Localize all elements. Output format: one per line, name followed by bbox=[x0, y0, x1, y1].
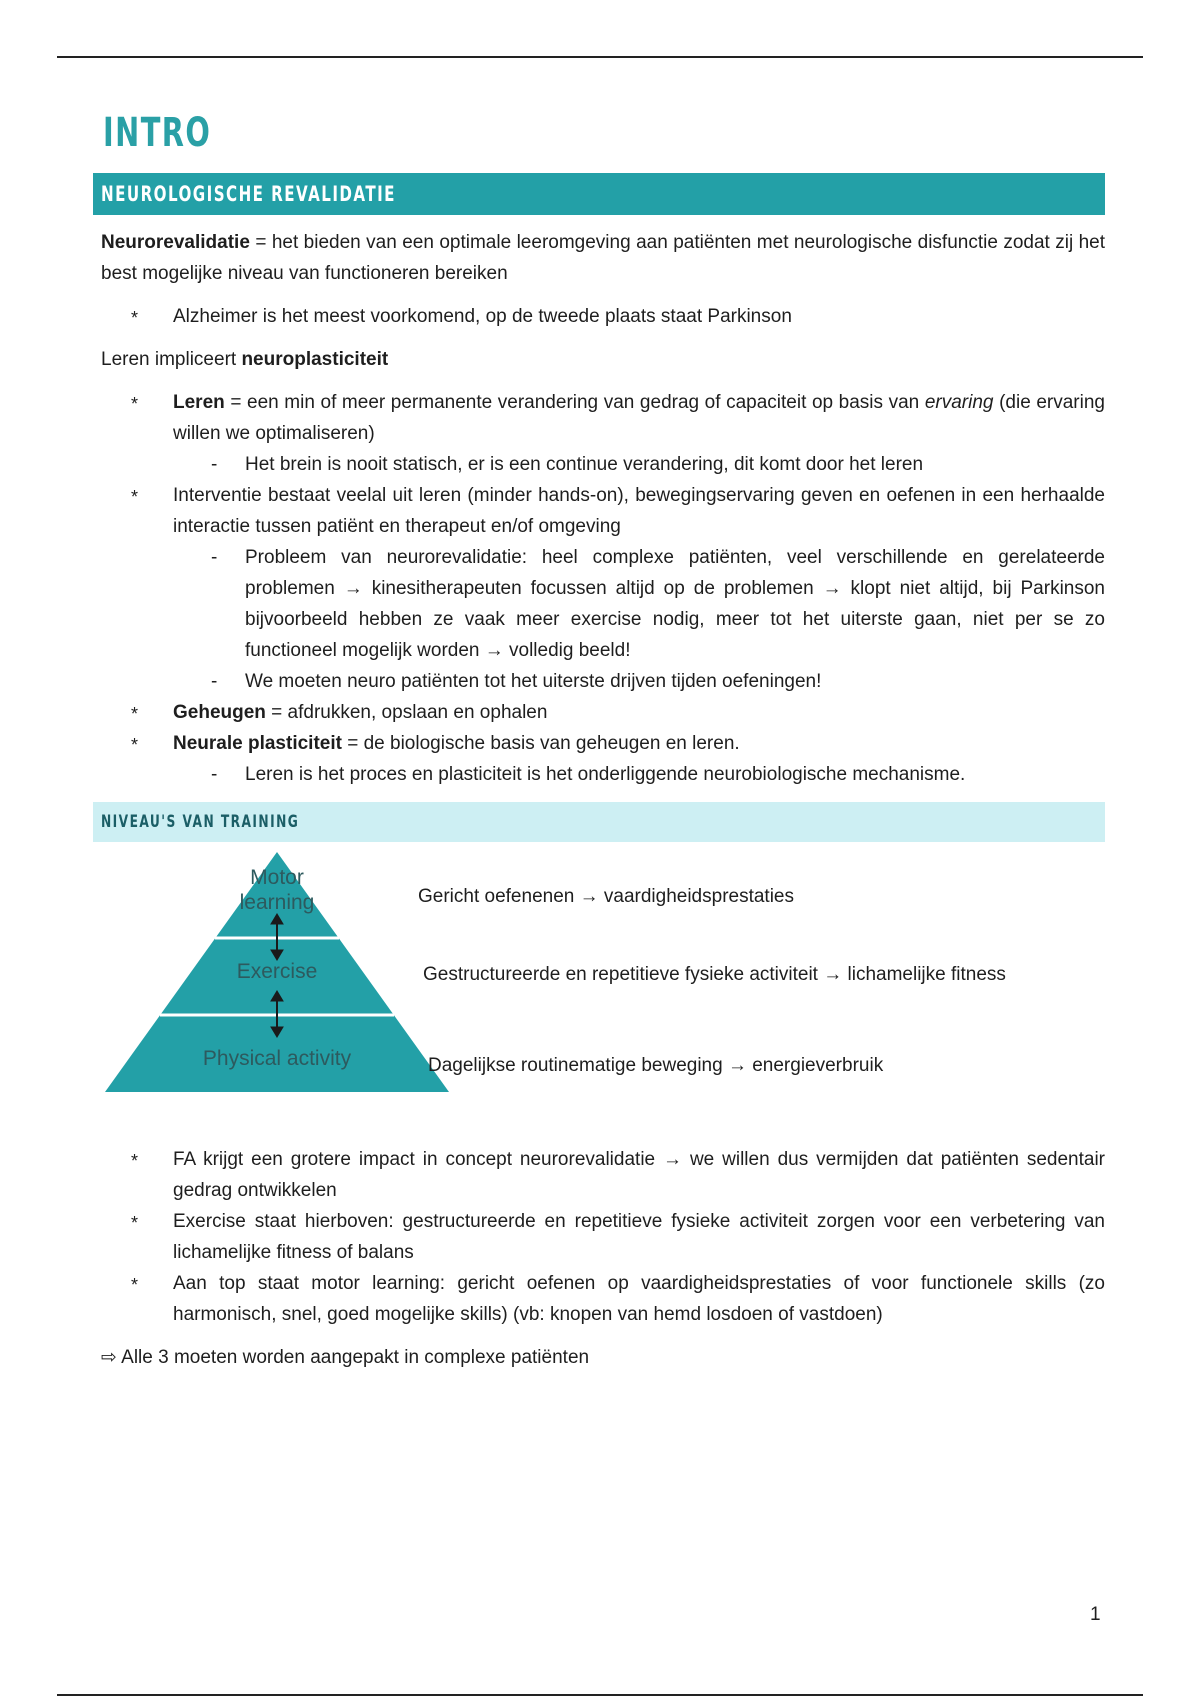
level-description-bottom: Dagelijkse routinematige beweging → energieverbruik bbox=[428, 1055, 884, 1076]
list-item: * FA krijgt een grotere impact in concept neurorevalidatie → we willen dus vermijden dat patiënten sedentair gedrag ontwikkelen bbox=[173, 1144, 1105, 1206]
pyramid-label-physical-activity: Physical activity bbox=[202, 1047, 352, 1070]
pyramid-label-motor: Motor bbox=[250, 866, 304, 889]
level-description-top: Gericht oefenenen → vaardigheidsprestaties bbox=[418, 886, 795, 907]
sub-list-item: - Het brein is nooit statisch, er is een continue verandering, dit komt door het leren bbox=[245, 449, 1105, 480]
sub-list-item: - Probleem van neurorevalidatie: heel complexe patiënten, veel verschillende en gerelateerde problemen → kinesitherapeuten focussen altijd op de problemen → klopt niet altijd, bij Parkinson bijvoorbeeld hebben ze vaak meer exercise nodig, meer tot het uiterste gaan, niet per se zo functioneel mogelijk worden → volledig beeld! bbox=[245, 542, 1105, 666]
definition-term: Neurorevalidatie bbox=[101, 232, 250, 253]
sub-list-item: - We moeten neuro patiënten tot het uiterste drijven tijden oefeningen! bbox=[245, 666, 1105, 697]
definition-paragraph: Neurorevalidatie = het bieden van een optimale leeromgeving aan patiënten met neurologische disfunctie zodat zij het best mogelijke niveau van functioneren bereiken bbox=[101, 232, 1105, 284]
section-heading-niveaus-van-training: NIVEAU'S VAN TRAINING bbox=[93, 802, 1105, 842]
level-description-middle: Gestructureerde en repetitieve fysieke activiteit → lichamelijke fitness bbox=[423, 964, 1006, 985]
page-number: 1 bbox=[1090, 1604, 1101, 1625]
bullet-list bbox=[93, 387, 1105, 790]
pyramid-label-exercise: Exercise bbox=[236, 960, 318, 983]
learning-paragraph: Leren impliceert neuroplasticiteit bbox=[101, 349, 389, 370]
pyramid-label-learning: learning bbox=[239, 891, 315, 914]
page-content bbox=[93, 110, 1105, 1373]
list-item: * Interventie bestaat veelal uit leren (minder hands-on), bewegingservaring geven en oefenen in een herhaalde interactie tussen patiënt en therapeut en/of omgeving - Probleem van neurorevalidatie: heel complexe patiënten, veel verschillende en gerelateerde problemen → kinesitherapeuten focussen altijd op de problemen → klopt niet altijd, bij Parkinson bijvoorbeeld hebben ze vaak meer exercise nodig, meer tot het uiterste gaan, niet per se zo functioneel mogelijk worden → volledig beeld! - We moeten neuro patiënten tot het uiterste drijven tijden oefeningen! bbox=[173, 480, 1105, 697]
header-rule bbox=[57, 56, 1143, 58]
page-heading: INTRO bbox=[103, 110, 212, 156]
section-heading-neurologische-revalidatie: NEUROLOGISCHE REVALIDATIE bbox=[93, 173, 1105, 215]
list-item: * Exercise staat hierboven: gestructureerde en repetitieve fysieke activiteit zorgen voor een verbetering van lichamelijke fitness of balans bbox=[173, 1206, 1105, 1268]
bullet-list bbox=[93, 301, 1105, 332]
list-item: * Neurale plasticiteit = de biologische basis van geheugen en leren. - Leren is het proces en plasticiteit is het onderliggende neurobiologische mechanisme. bbox=[173, 728, 1105, 790]
sub-list bbox=[173, 449, 1105, 480]
training-levels-figure bbox=[93, 842, 1105, 1132]
footer-rule bbox=[57, 1694, 1143, 1696]
sub-list bbox=[173, 759, 1105, 790]
sub-list-item: - Leren is het proces en plasticiteit is het onderliggende neurobiologische mechanisme. bbox=[245, 759, 1105, 790]
sub-list bbox=[173, 542, 1105, 697]
conclusion-note: ⇨ Alle 3 moeten worden aangepakt in complexe patiënten bbox=[101, 1347, 590, 1368]
bullet-list bbox=[93, 1144, 1105, 1330]
pyramid-diagram bbox=[105, 852, 450, 1114]
list-item: * Aan top staat motor learning: gericht oefenen op vaardigheidsprestaties of voor functionele skills (zo harmonisch, snel, goed mogelijke skills) (vb: knopen van hemd losdoen of vastdoen) bbox=[173, 1268, 1105, 1330]
list-item: * Geheugen = afdrukken, opslaan en ophalen bbox=[173, 697, 1105, 728]
list-item: * Alzheimer is het meest voorkomend, op de tweede plaats staat Parkinson bbox=[173, 301, 1105, 332]
list-item: * Leren = een min of meer permanente verandering van gedrag of capaciteit op basis van ervaring (die ervaring willen we optimaliseren) - Het brein is nooit statisch, er is een continue verandering, dit komt door het leren bbox=[173, 387, 1105, 480]
